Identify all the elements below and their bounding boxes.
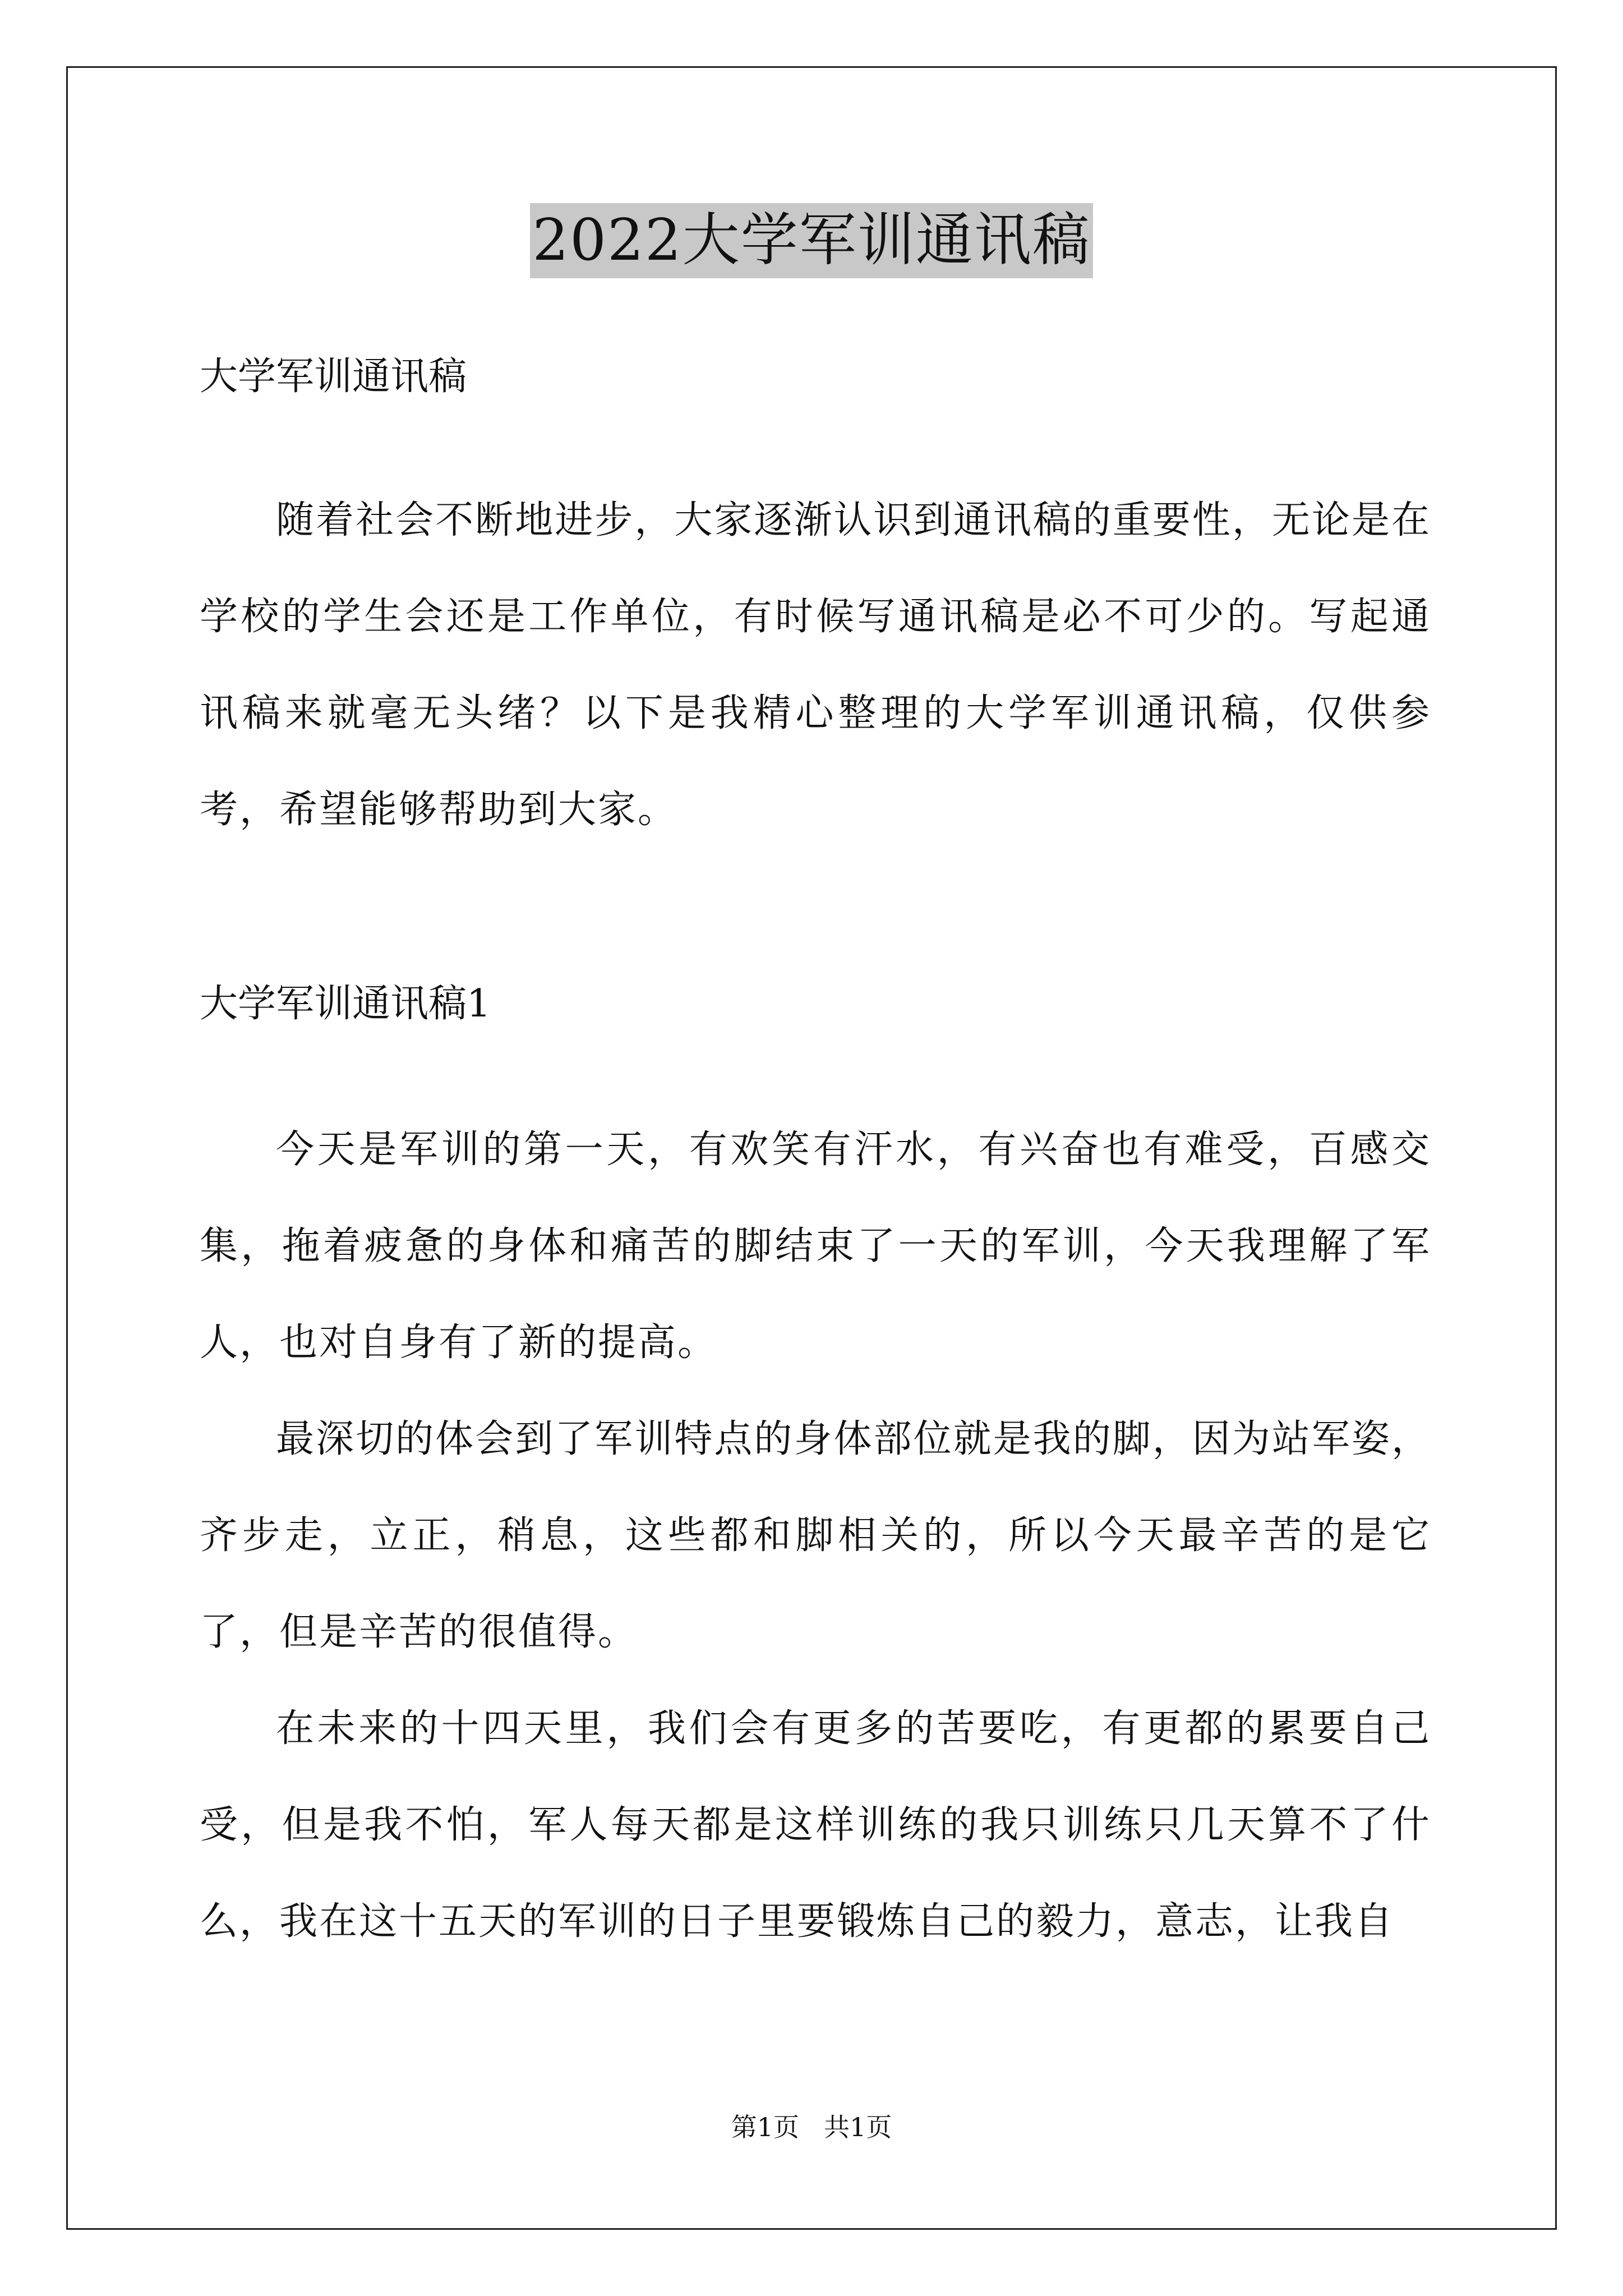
spacer xyxy=(200,1032,1431,1102)
page-total: 共1页 xyxy=(823,2112,892,2142)
document-title: 2022大学军训通讯稿 xyxy=(530,203,1093,278)
section-heading: 大学军训通讯稿1 xyxy=(200,982,491,1026)
body-paragraph: 在未来的十四天里，我们会有更多的苦要吃，有更都的累要自己受，但是我不怕，军人每天都是这样训练的我只训练只几天算不了什么，我在这十五天的军训的日子里要锻炼自己的毅力，意志，让我自 xyxy=(200,1706,1431,1944)
intro-paragraph: 随着社会不断地进步，大家逐渐认识到通讯稿的重要性，无论是在学校的学生会还是工作单位，有时候写通讯稿是必不可少的。写起通讯稿来就毫无头绪？以下是我精心整理的大学军训通讯稿，仅供参考，希望能够帮助到大家。 xyxy=(200,498,1431,832)
spacer xyxy=(200,858,1431,976)
spacer xyxy=(200,405,1431,472)
page-footer xyxy=(0,2110,1623,2144)
title-container xyxy=(0,203,1623,278)
document-body xyxy=(200,349,1431,1970)
body-paragraph: 今天是军训的第一天，有欢笑有汗水，有兴奋也有难受，百感交集，拖着疲惫的身体和痛苦的脚结束了一天的军训，今天我理解了军人，也对自身有了新的提高。 xyxy=(200,1128,1431,1365)
body-paragraph: 最深切的体会到了军训特点的身体部位就是我的脚，因为站军姿，齐步走，立正，稍息，这些都和脚相关的，所以今天最辛苦的是它了，但是辛苦的很值得。 xyxy=(200,1417,1431,1654)
document-subtitle: 大学军训通讯稿 xyxy=(200,355,467,399)
footer-separator xyxy=(799,2112,824,2142)
page-number: 第1页 xyxy=(731,2112,800,2142)
